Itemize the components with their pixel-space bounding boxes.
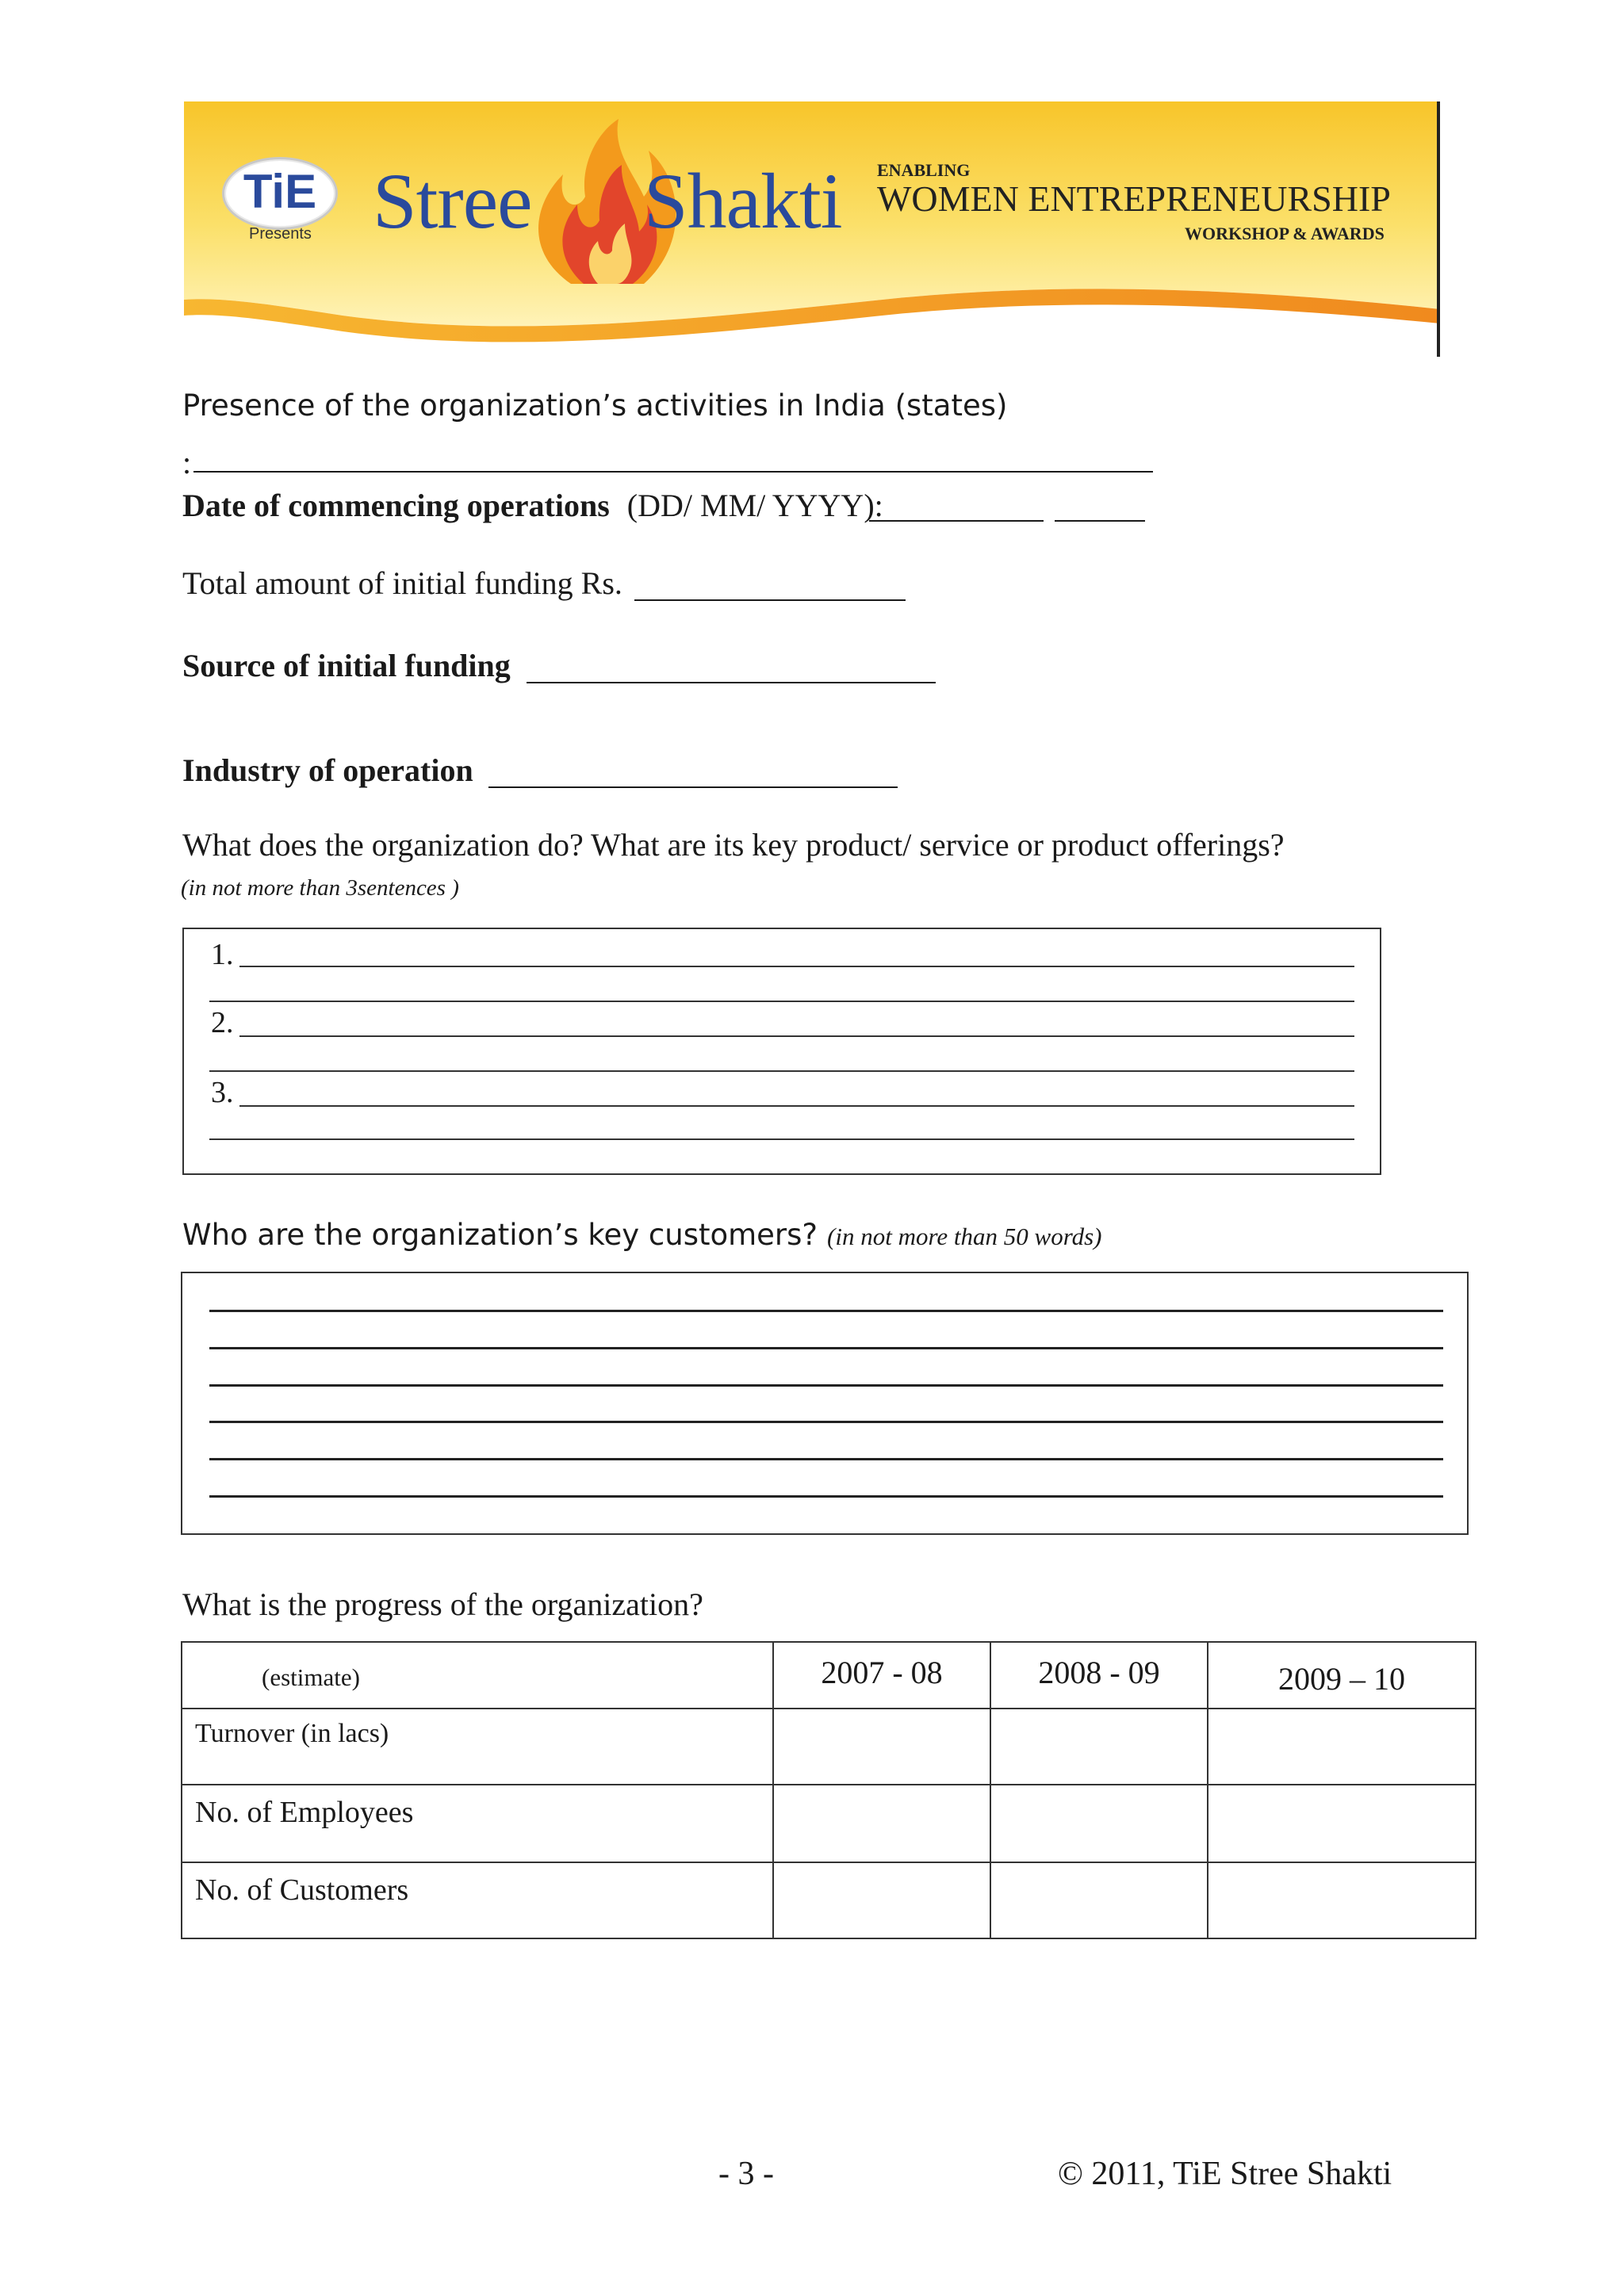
row-label-cell — [182, 1862, 773, 1938]
table-input-cell[interactable] — [1208, 1785, 1476, 1862]
sentence-number-1: 1. — [211, 938, 234, 971]
presents-text: Presents — [249, 225, 312, 243]
industry-input-line[interactable] — [488, 786, 898, 788]
table-input-cell[interactable] — [990, 1862, 1208, 1938]
banner-edge-bar — [1437, 101, 1440, 357]
table-input-cell[interactable] — [773, 1862, 990, 1938]
year-header-2: 2008 - 09 — [1038, 1655, 1160, 1690]
sentence-number-2: 2. — [211, 1006, 234, 1039]
offering-line-1b[interactable] — [209, 1001, 1354, 1002]
table-input-cell[interactable] — [1208, 1709, 1476, 1785]
progress-table — [181, 1641, 1477, 1939]
tie-logo-text: TiE — [243, 165, 317, 218]
year-header-1: 2007 - 08 — [821, 1655, 943, 1690]
date-input-line-2[interactable] — [1055, 520, 1145, 522]
date-input-line[interactable] — [869, 520, 1044, 522]
table-header-cell — [1208, 1642, 1476, 1709]
customers-line-6[interactable] — [209, 1495, 1443, 1498]
presence-colon: : — [182, 445, 192, 480]
funding-input-line[interactable] — [634, 599, 906, 601]
header-banner — [184, 101, 1440, 357]
offerings-box — [182, 928, 1381, 1175]
table-input-cell[interactable] — [773, 1785, 990, 1862]
what-question: What does the organization do? What are its key product/ service or product offerings? — [182, 827, 1285, 863]
customers-hint: (in not more than 50 words) — [827, 1223, 1102, 1250]
industry-label: Industry of operation — [182, 752, 473, 788]
row-label-cell — [182, 1785, 773, 1862]
table-header-cell — [773, 1642, 990, 1709]
row-label-employees: No. of Employees — [195, 1796, 414, 1829]
customers-box — [181, 1272, 1469, 1535]
customers-question: Who are the organization’s key customers? — [182, 1218, 818, 1252]
row-label-customers: No. of Customers — [195, 1873, 409, 1907]
customers-line-2[interactable] — [209, 1347, 1443, 1349]
table-input-cell[interactable] — [990, 1709, 1208, 1785]
table-row — [182, 1785, 1476, 1862]
customers-line-4[interactable] — [209, 1421, 1443, 1423]
brand-stree: Stree — [373, 157, 532, 245]
copyright: © 2011, TiE Stree Shakti — [1058, 2156, 1392, 2192]
table-header-cell — [990, 1642, 1208, 1709]
offering-line-1[interactable] — [239, 966, 1354, 967]
table-input-cell[interactable] — [773, 1709, 990, 1785]
presence-input-line[interactable] — [193, 471, 1153, 473]
funding-label: Total amount of initial funding Rs. — [182, 565, 622, 601]
enabling-text: ENABLING — [877, 160, 971, 180]
date-format: (DD/ MM/ YYYY): — [626, 488, 883, 523]
table-input-cell[interactable] — [1208, 1862, 1476, 1938]
customers-line-5[interactable] — [209, 1458, 1443, 1460]
table-corner-cell — [182, 1642, 773, 1709]
table-row — [182, 1709, 1476, 1785]
brand-shakti: Shakti — [644, 157, 842, 245]
tie-logo — [222, 157, 338, 230]
row-label-turnover: Turnover (in lacs) — [195, 1719, 389, 1748]
customers-line-3[interactable] — [209, 1384, 1443, 1387]
table-input-cell[interactable] — [990, 1785, 1208, 1862]
customers-question-row — [182, 1218, 1102, 1252]
table-row — [182, 1862, 1476, 1938]
year-header-3: 2009 – 10 — [1278, 1661, 1405, 1697]
women-entrepreneurship-text: WOMEN ENTREPRENEURSHIP — [877, 178, 1391, 219]
date-row — [182, 487, 883, 524]
customers-line-1[interactable] — [209, 1310, 1443, 1312]
progress-question: What is the progress of the organization? — [182, 1586, 703, 1622]
date-label: Date of commencing operations — [182, 488, 610, 523]
table-header-row — [182, 1642, 1476, 1709]
sentence-number-3: 3. — [211, 1076, 234, 1109]
what-hint: (in not more than 3sentences ) — [181, 875, 459, 901]
source-label: Source of initial funding — [182, 648, 511, 683]
offering-line-2b[interactable] — [209, 1070, 1354, 1072]
workshop-awards-text: WORKSHOP & AWARDS — [1185, 224, 1385, 243]
source-input-line[interactable] — [527, 682, 936, 683]
page-number: - 3 - — [718, 2156, 774, 2192]
row-label-cell — [182, 1709, 773, 1785]
offering-line-2[interactable] — [239, 1035, 1354, 1037]
estimate-label: (estimate) — [262, 1663, 360, 1691]
offering-line-3[interactable] — [239, 1105, 1354, 1107]
presence-label: Presence of the organization’s activities in India (states) — [182, 388, 1008, 423]
offering-line-3b[interactable] — [209, 1138, 1354, 1140]
